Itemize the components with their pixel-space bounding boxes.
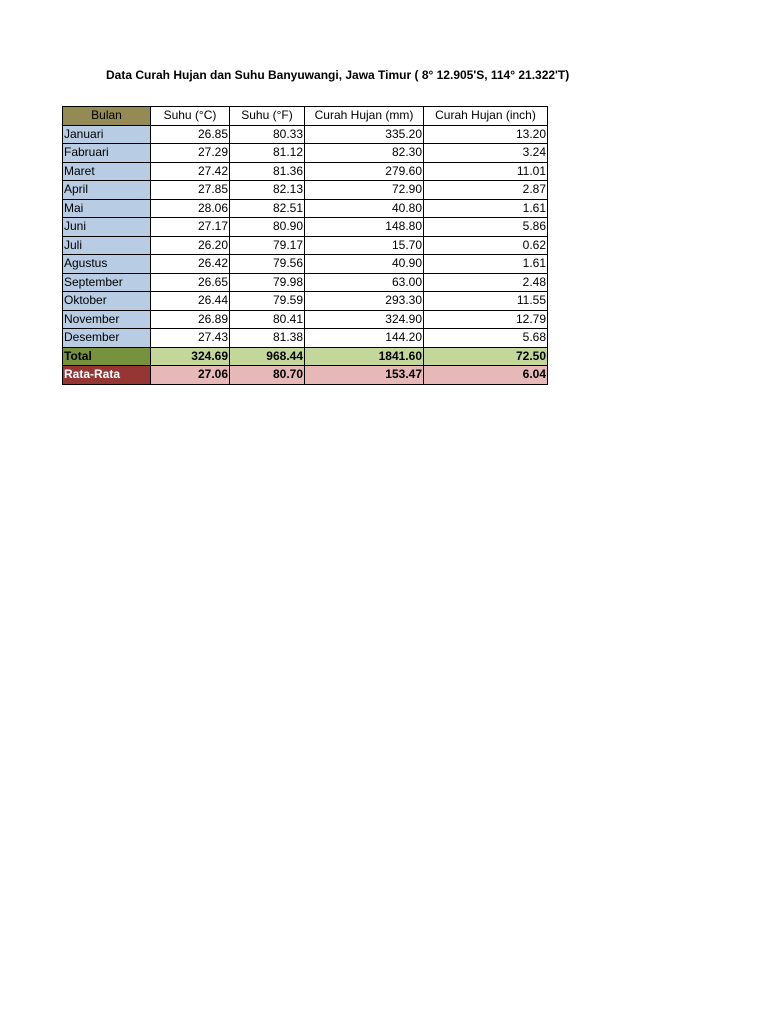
total-suhu-fahrenheit: 968.44 (230, 347, 305, 366)
suhu-fahrenheit-cell: 81.38 (230, 329, 305, 348)
suhu-celsius-cell: 27.43 (151, 329, 230, 348)
curah-hujan-mm-cell: 293.30 (305, 292, 424, 311)
suhu-celsius-cell: 27.17 (151, 218, 230, 237)
total-label: Total (63, 347, 151, 366)
curah-hujan-mm-cell: 335.20 (305, 125, 424, 144)
header-bulan: Bulan (63, 107, 151, 126)
suhu-celsius-cell: 27.29 (151, 144, 230, 163)
suhu-fahrenheit-cell: 80.33 (230, 125, 305, 144)
table-row (63, 273, 548, 292)
curah-hujan-inch-cell: 0.62 (424, 236, 548, 255)
header-curah-hujan-mm: Curah Hujan (mm) (305, 107, 424, 126)
suhu-celsius-cell: 28.06 (151, 199, 230, 218)
table-row (63, 329, 548, 348)
suhu-fahrenheit-cell: 82.51 (230, 199, 305, 218)
month-cell: April (63, 181, 151, 200)
month-cell: Juli (63, 236, 151, 255)
month-cell: Fabruari (63, 144, 151, 163)
table-header-row (63, 107, 548, 126)
table-row (63, 162, 548, 181)
curah-hujan-inch-cell: 11.01 (424, 162, 548, 181)
total-curah-hujan-mm: 1841.60 (305, 347, 424, 366)
total-curah-hujan-inch: 72.50 (424, 347, 548, 366)
month-cell: November (63, 310, 151, 329)
curah-hujan-inch-cell: 11.55 (424, 292, 548, 311)
suhu-fahrenheit-cell: 80.41 (230, 310, 305, 329)
suhu-fahrenheit-cell: 80.90 (230, 218, 305, 237)
table-row (63, 181, 548, 200)
suhu-celsius-cell: 26.85 (151, 125, 230, 144)
table-row (63, 236, 548, 255)
total-row (63, 347, 548, 366)
header-curah-hujan-inch: Curah Hujan (inch) (424, 107, 548, 126)
suhu-celsius-cell: 26.89 (151, 310, 230, 329)
suhu-celsius-cell: 27.42 (151, 162, 230, 181)
table-row (63, 255, 548, 274)
curah-hujan-mm-cell: 40.80 (305, 199, 424, 218)
curah-hujan-inch-cell: 2.48 (424, 273, 548, 292)
suhu-fahrenheit-cell: 82.13 (230, 181, 305, 200)
total-suhu-celsius: 324.69 (151, 347, 230, 366)
curah-hujan-mm-cell: 63.00 (305, 273, 424, 292)
suhu-fahrenheit-cell: 81.36 (230, 162, 305, 181)
month-cell: Desember (63, 329, 151, 348)
curah-hujan-mm-cell: 15.70 (305, 236, 424, 255)
curah-hujan-inch-cell: 5.86 (424, 218, 548, 237)
climate-data-table (62, 106, 548, 385)
suhu-celsius-cell: 26.44 (151, 292, 230, 311)
table-row (63, 125, 548, 144)
suhu-celsius-cell: 26.42 (151, 255, 230, 274)
average-row (63, 366, 548, 385)
average-curah-hujan-mm: 153.47 (305, 366, 424, 385)
suhu-fahrenheit-cell: 79.17 (230, 236, 305, 255)
header-suhu-fahrenheit: Suhu (°F) (230, 107, 305, 126)
average-label: Rata-Rata (63, 366, 151, 385)
average-suhu-celsius: 27.06 (151, 366, 230, 385)
month-cell: Juni (63, 218, 151, 237)
curah-hujan-mm-cell: 72.90 (305, 181, 424, 200)
curah-hujan-inch-cell: 2.87 (424, 181, 548, 200)
curah-hujan-mm-cell: 279.60 (305, 162, 424, 181)
curah-hujan-inch-cell: 5.68 (424, 329, 548, 348)
table-row (63, 310, 548, 329)
suhu-fahrenheit-cell: 79.98 (230, 273, 305, 292)
month-cell: Agustus (63, 255, 151, 274)
curah-hujan-inch-cell: 1.61 (424, 199, 548, 218)
suhu-fahrenheit-cell: 81.12 (230, 144, 305, 163)
table-row (63, 144, 548, 163)
header-suhu-celsius: Suhu (°C) (151, 107, 230, 126)
suhu-fahrenheit-cell: 79.56 (230, 255, 305, 274)
suhu-celsius-cell: 27.85 (151, 181, 230, 200)
suhu-celsius-cell: 26.65 (151, 273, 230, 292)
curah-hujan-inch-cell: 13.20 (424, 125, 548, 144)
curah-hujan-inch-cell: 12.79 (424, 310, 548, 329)
document-title: Data Curah Hujan dan Suhu Banyuwangi, Jawa Timur ( 8° 12.905'S, 114° 21.322'T) (106, 68, 570, 82)
curah-hujan-inch-cell: 3.24 (424, 144, 548, 163)
average-curah-hujan-inch: 6.04 (424, 366, 548, 385)
average-suhu-fahrenheit: 80.70 (230, 366, 305, 385)
table-row (63, 292, 548, 311)
month-cell: September (63, 273, 151, 292)
curah-hujan-inch-cell: 1.61 (424, 255, 548, 274)
table-row (63, 218, 548, 237)
month-cell: Januari (63, 125, 151, 144)
curah-hujan-mm-cell: 144.20 (305, 329, 424, 348)
curah-hujan-mm-cell: 148.80 (305, 218, 424, 237)
suhu-fahrenheit-cell: 79.59 (230, 292, 305, 311)
month-cell: Maret (63, 162, 151, 181)
month-cell: Oktober (63, 292, 151, 311)
table-row (63, 199, 548, 218)
suhu-celsius-cell: 26.20 (151, 236, 230, 255)
curah-hujan-mm-cell: 40.90 (305, 255, 424, 274)
curah-hujan-mm-cell: 324.90 (305, 310, 424, 329)
month-cell: Mai (63, 199, 151, 218)
curah-hujan-mm-cell: 82.30 (305, 144, 424, 163)
